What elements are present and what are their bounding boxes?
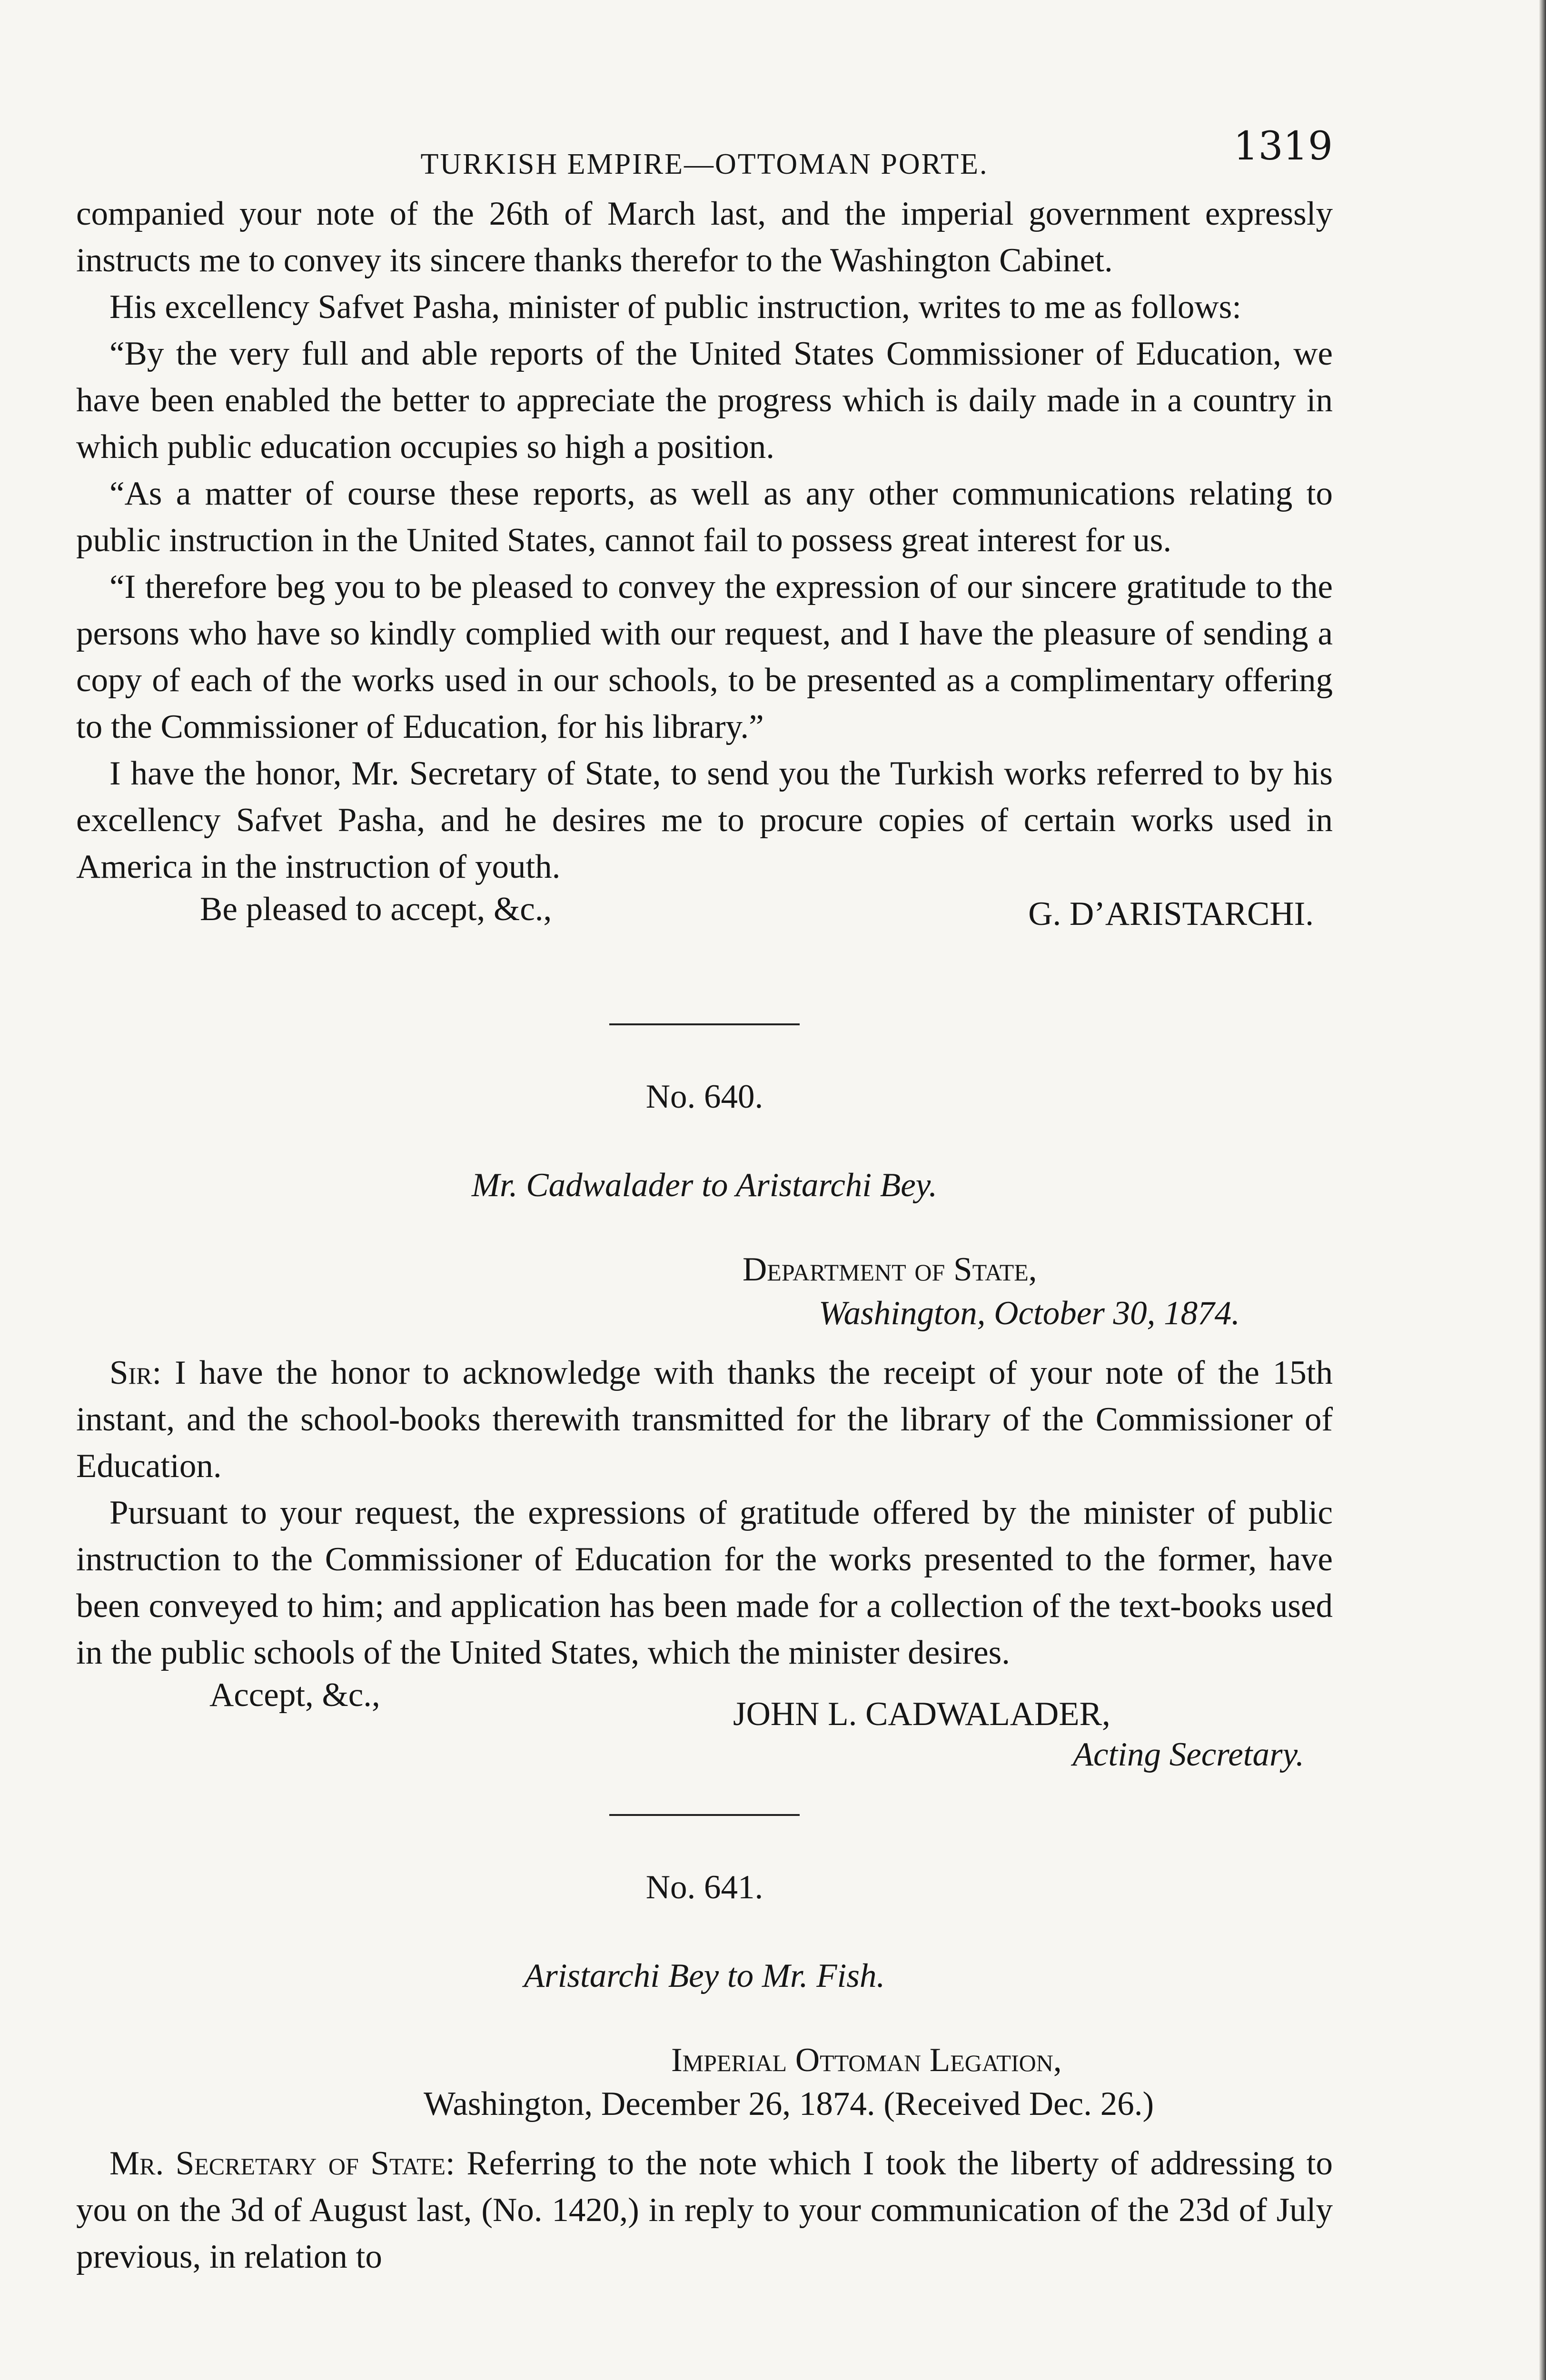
letter-closing bbox=[76, 1676, 1333, 1771]
paragraph-text: Referring to the note which I took the liberty of addressing to you on the 3d of August last, (No. 1420,) in reply to your communication of the 23d of July previous, in relation to bbox=[76, 2145, 1333, 2275]
place-date bbox=[76, 1291, 1333, 1335]
paragraph bbox=[76, 2140, 1333, 2280]
paragraph: Pursuant to your request, the expressions of gratitude offered by the minister of public instruction to the Commissioner of Education for the works presented to the former, have been conveyed to him; and application has been made for a collection of the text-books used in the public schools of the United States, which the minister desires. bbox=[76, 1494, 1333, 1671]
complimentary-close: Accept, &c., bbox=[209, 1676, 380, 1714]
document-subject: Aristarchi Bey to Mr. Fish. bbox=[524, 1957, 885, 1994]
document-subject: Mr. Cadwalader to Aristarchi Bey. bbox=[471, 1167, 938, 1204]
paragraph-text: I have the honor to acknowledge with thanks the receipt of your note of the 15th instant, and the school-books therewith transmitted for the library of the Commissioner of Education. bbox=[76, 1354, 1333, 1485]
paragraph: I have the honor, Mr. Secretary of State, to send you the Turkish works referred to by his excellency Safvet Pasha, and he desires me to procure copies of certain works used in America in the instruction of youth. bbox=[76, 755, 1333, 885]
page-number: 1319 bbox=[1233, 124, 1333, 169]
section-divider bbox=[609, 1814, 800, 1816]
letter-continuation bbox=[76, 190, 1333, 942]
document-number: No. 640. bbox=[645, 1078, 763, 1115]
document-number: No. 641. bbox=[645, 1869, 763, 1906]
sender-address: Department of State, bbox=[743, 1251, 1037, 1288]
sender-address: Imperial Ottoman Legation, bbox=[671, 2042, 1062, 2079]
place-date-text: Washington, October 30, 1874. bbox=[819, 1295, 1240, 1332]
paragraph bbox=[76, 1349, 1333, 1489]
salutation: Mr. Secretary of State: bbox=[109, 2145, 455, 2182]
signature: JOHN L. CADWALADER, bbox=[733, 1696, 1110, 1733]
quoted-paragraph: “I therefore beg you to be pleased to convey the expression of our sincere gratitude to the persons who have so kindly complied with our request, and I have the pleasure of sending a copy of each of the works used in our schools, to be presented as a complimentary offering to the Commissioner of Education, for his library.” bbox=[76, 568, 1333, 745]
salutation: Sir: bbox=[109, 1354, 162, 1391]
complimentary-close: Be pleased to accept, &c., bbox=[200, 891, 552, 928]
quoted-paragraph: “By the very full and able reports of the United States Commissioner of Education, we have been enabled the better to appreciate the progress which is daily made in a country in which public education occupies so high a position. bbox=[76, 335, 1333, 466]
paragraph: companied your note of the 26th of March last, and the imperial government expressly instructs me to convey its sincere thanks therefor to the Washington Cabinet. bbox=[76, 195, 1333, 279]
page-header bbox=[76, 119, 1333, 190]
paragraph: His excellency Safvet Pasha, minister of public instruction, writes to me as follows: bbox=[109, 288, 1242, 326]
signature: G. D’ARISTARCHI. bbox=[1028, 895, 1314, 932]
page-edge bbox=[1539, 0, 1546, 2380]
document-640 bbox=[76, 1078, 1333, 1771]
letter-closing bbox=[76, 890, 1333, 942]
document-641 bbox=[76, 1868, 1333, 2280]
running-head: TURKISH EMPIRE—OTTOMAN PORTE. bbox=[420, 148, 989, 180]
document-page bbox=[76, 119, 1333, 2280]
quoted-paragraph: “As a matter of course these reports, as well as any other communications relating to public instruction in the United States, cannot fail to possess great interest for us. bbox=[76, 475, 1333, 559]
place-date: Washington, December 26, 1874. (Received Dec. 26.) bbox=[424, 2085, 1154, 2122]
section-divider bbox=[609, 1023, 800, 1025]
signer-title: Acting Secretary. bbox=[1072, 1736, 1304, 1773]
